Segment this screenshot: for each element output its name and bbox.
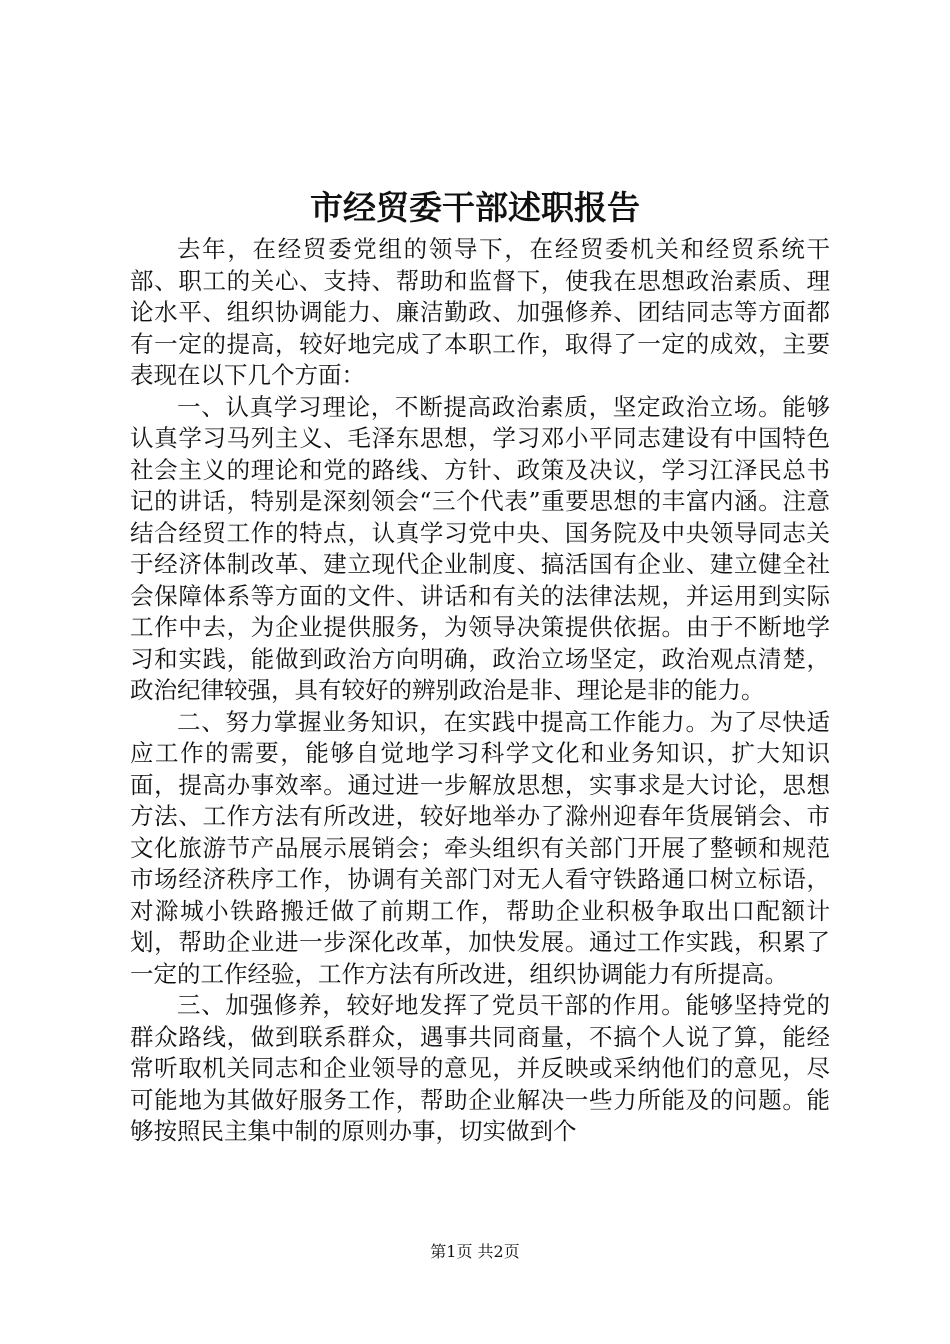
- page-number-footer: 第1页 共2页: [430, 1242, 520, 1261]
- paragraph-section-2: 二、努力掌握业务知识，在实践中提高工作能力。为了尽快适应工作的需要，能够自觉地学习科学文化和业务知识，扩大知识面，提高办事效率。通过进一步解放思想，实事求是大讨论，思想方法、工作方法有所改进，较好地举办了滁州迎春年货展销会、市文化旅游节产品展示展销会；牵头组织有关部门开展了整顿和规范市场经济秩序工作，协调有关部门对无人看守铁路通口树立标语，对滁城小铁路搬迁做了前期工作，帮助企业积极争取出口配额计划，帮助企业进一步深化改革，加快发展。通过工作实践，积累了一定的工作经验，工作方法有所改进，组织协调能力有所提高。: [130, 707, 830, 988]
- document-title: 市经贸委干部述职报告: [310, 188, 640, 227]
- document-body: [130, 234, 830, 1148]
- paragraph-intro: 去年，在经贸委党组的领导下，在经贸委机关和经贸系统干部、职工的关心、支持、帮助和监督下，使我在思想政治素质、理论水平、组织协调能力、廉洁勤政、加强修养、团结同志等方面都有一定的提高，较好地完成了本职工作，取得了一定的成效，主要表现在以下几个方面：: [130, 235, 830, 389]
- paragraph-section-1: 一、认真学习理论，不断提高政治素质，坚定政治立场。能够认真学习马列主义、毛泽东思想，学习邓小平同志建设有中国特色社会主义的理论和党的路线、方针、政策及决议，学习江泽民总书记的讲话，特别是深刻领会“三个代表”重要思想的丰富内涵。注意结合经贸工作的特点，认真学习党中央、国务院及中央领导同志关于经济体制改革、建立现代企业制度、搞活国有企业、建立健全社会保障体系等方面的文件、讲话和有关的法律法规，并运用到实际工作中去，为企业提供服务，为领导决策提供依据。由于不断地学习和实践，能做到政治方向明确，政治立场坚定，政治观点清楚，政治纪律较强，具有较好的辨别政治是非、理论是非的能力。: [130, 392, 830, 704]
- paragraph-section-3: 三、加强修养，较好地发挥了党员干部的作用。能够坚持党的群众路线，做到联系群众，遇事共同商量，不搞个人说了算，能经常听取机关同志和企业领导的意见，并反映或采纳他们的意见，尽可能地为其做好服务工作，帮助企业解决一些力所能及的问题。能够按照民主集中制的原则办事，切实做到个: [130, 991, 830, 1145]
